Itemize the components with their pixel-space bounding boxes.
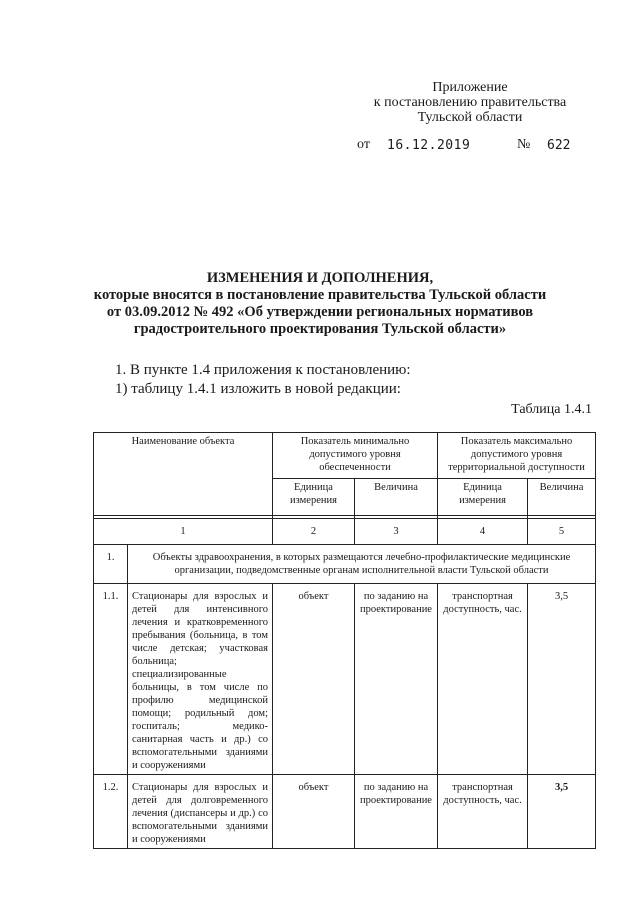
row-unit-2: транспортная доступность, час.	[438, 775, 528, 849]
header-unit-1: Единица измерения	[273, 479, 355, 516]
header-value-1: Величина	[355, 479, 438, 516]
date-label: от	[357, 137, 370, 152]
header-name: Наименование объекта	[94, 433, 273, 516]
section-number: 1.	[94, 545, 128, 584]
title-line-4: градостроительного проектирования Тульской области»	[133, 321, 507, 337]
header-min-group: Показатель минимально допустимого уровня обеспеченности	[273, 433, 438, 479]
col-number-4: 4	[438, 519, 528, 545]
document-title	[90, 270, 550, 338]
row-object-name: Стационары для взрослых и детей для интенсивного лечения и кратковременного пребывания (больница, в том числе детская; участковая больница; специализированные больницы, в том числе по профилю медицинской помощи; родильный дом; госпиталь; медико-санитарная часть и др.) со вспомогательными зданиями и сооружениями	[128, 584, 273, 775]
table-row	[94, 775, 596, 849]
header-max-group: Показатель максимально допустимого уровня территориальной доступности	[438, 433, 596, 479]
row-unit-1: объект	[273, 775, 355, 849]
col-number-1: 1	[94, 519, 273, 545]
row-unit-1: объект	[273, 584, 355, 775]
annex-block	[340, 80, 600, 125]
number-label: №	[517, 137, 531, 152]
paragraph-2: 1) таблицу 1.4.1 изложить в новой редакции:	[115, 381, 401, 397]
decree-number: 622	[547, 138, 571, 153]
row-value-1: по заданию на проектирование	[355, 584, 438, 775]
table-caption: Таблица 1.4.1	[511, 402, 592, 417]
section-row	[94, 545, 596, 584]
section-text: Объекты здравоохранения, в которых размещаются лечебно-профилактические медицинские организации, подведомственные органам исполнительной власти Тульской области	[128, 545, 596, 584]
row-number: 1.2.	[94, 775, 128, 849]
annex-line-1: Приложение	[432, 80, 508, 95]
norms-table	[93, 432, 596, 849]
row-value-1: по заданию на проектирование	[355, 775, 438, 849]
col-number-3: 3	[355, 519, 438, 545]
title-line-3: от 03.09.2012 № 492 «Об утверждении региональных нормативов	[106, 304, 534, 320]
column-numbers-row	[94, 519, 596, 545]
decree-date: 16.12.2019	[387, 138, 471, 153]
col-number-2: 2	[273, 519, 355, 545]
annex-line-2: к постановлению правительства	[373, 95, 567, 110]
header-unit-2: Единица измерения	[438, 479, 528, 516]
col-number-5: 5	[528, 519, 596, 545]
row-unit-2: транспортная доступность, час.	[438, 584, 528, 775]
row-number: 1.1.	[94, 584, 128, 775]
row-value-2: 3,5	[528, 584, 596, 775]
row-object-name: Стационары для взрослых и детей для долговременного лечения (диспансеры и др.) со вспомогательными зданиями и сооружениями	[128, 775, 273, 849]
paragraph-1: 1. В пункте 1.4 приложения к постановлению:	[115, 362, 411, 378]
header-value-2: Величина	[528, 479, 596, 516]
title-line-2: которые вносятся в постановление правительства Тульской области	[93, 287, 547, 303]
title-line-1: ИЗМЕНЕНИЯ И ДОПОЛНЕНИЯ,	[206, 270, 434, 286]
annex-line-3: Тульской области	[417, 110, 523, 125]
table-row	[94, 584, 596, 775]
row-value-2: 3,5	[528, 775, 596, 849]
